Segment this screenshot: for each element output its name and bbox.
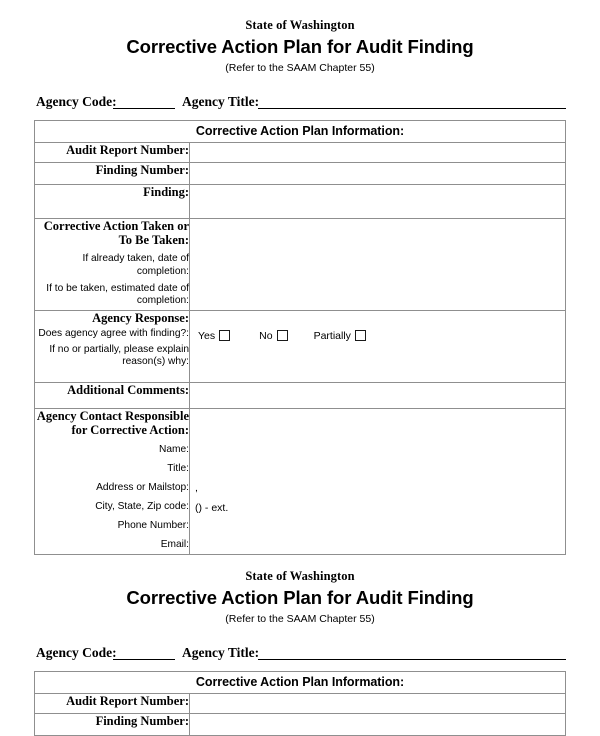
agency-agree-question-label: Does agency agree with finding?: (38, 328, 189, 340)
contact-name-input[interactable] (195, 425, 560, 444)
table-row (35, 693, 566, 713)
finding-label (35, 184, 190, 218)
page-break-spacer (0, 555, 600, 569)
checkbox-no[interactable] (277, 330, 288, 341)
table-row (35, 218, 566, 310)
label-text: Audit Report Number: (66, 142, 189, 157)
contact-city-state-zip-input[interactable]: , (195, 481, 198, 494)
agency-contact-label (35, 408, 190, 555)
additional-comments-label (35, 382, 190, 408)
agency-contact-values (190, 408, 566, 555)
corrective-action-input[interactable] (190, 218, 566, 310)
label-text: Finding Number: (95, 162, 189, 177)
table-row (35, 713, 566, 735)
label-text: Additional Comments: (67, 382, 189, 397)
agency-code-input[interactable] (113, 659, 175, 660)
agency-title-label: Agency Title: (182, 93, 260, 109)
corrective-action-label (35, 218, 190, 310)
contact-email-label: Email: (160, 539, 189, 551)
label-text: Agency Response: (92, 310, 189, 325)
option-label-partially: Partially (313, 329, 351, 342)
audit-report-number-input[interactable] (190, 142, 566, 162)
label-text: Finding: (143, 184, 189, 199)
state-line: State of Washington (245, 18, 355, 32)
explain-reason-label: If no or partially, please explain reason(s) why: (49, 343, 189, 368)
table-row (35, 382, 566, 408)
contact-email-input[interactable] (195, 522, 560, 541)
contact-phone-input[interactable]: () - ext. (195, 501, 229, 514)
agency-response-option-partially[interactable] (314, 330, 366, 342)
finding-number-label (35, 713, 190, 735)
checkbox-partially[interactable] (355, 330, 366, 341)
label-text: Agency Contact Responsible for Corrective Action: (36, 408, 189, 438)
corrective-action-estimated-date-label: If to be taken, estimated date of completion: (46, 282, 189, 307)
label-text: Audit Report Number: (66, 693, 189, 708)
table-row (35, 408, 566, 555)
agency-title-input[interactable] (258, 659, 566, 660)
table-header-cell: Corrective Action Plan Information: (35, 671, 566, 693)
agency-line (0, 90, 600, 114)
contact-city-state-zip-label: City, State, Zip code: (95, 501, 189, 513)
audit-report-number-input[interactable] (190, 693, 566, 713)
table-header-cell: Corrective Action Plan Information: (35, 120, 566, 142)
contact-name-label: Name: (158, 444, 189, 456)
document-header (0, 569, 600, 627)
agency-code-label: Agency Code: (36, 644, 117, 660)
document-subtitle: (Refer to the SAAM Chapter 55) (225, 61, 375, 74)
table-row (35, 142, 566, 162)
table-row (35, 184, 566, 218)
finding-number-label (35, 162, 190, 184)
audit-report-number-label (35, 142, 190, 162)
additional-comments-input[interactable] (190, 382, 566, 408)
agency-response-option-no[interactable] (259, 330, 287, 342)
option-label-no: No (259, 329, 273, 342)
finding-number-input[interactable] (190, 713, 566, 735)
corrective-action-date-taken-label: If already taken, date of completion: (82, 253, 189, 277)
corrective-action-plan-table (34, 671, 566, 736)
agency-response-option-yes[interactable] (198, 330, 230, 342)
agency-line (0, 641, 600, 665)
agency-code-input[interactable] (113, 108, 175, 109)
checkbox-yes[interactable] (219, 330, 230, 341)
audit-report-number-label (35, 693, 190, 713)
agency-title-label: Agency Title: (182, 644, 260, 660)
contact-title-input[interactable] (195, 444, 560, 463)
label-text: Finding Number: (95, 713, 189, 728)
form-page-2 (0, 569, 600, 728)
option-label-yes: Yes (198, 329, 216, 342)
contact-title-label: Title: (167, 463, 189, 475)
contact-address-label: Address or Mailstop: (96, 482, 189, 494)
document-header (0, 0, 600, 76)
agency-response-options (190, 310, 566, 382)
agency-code-label: Agency Code: (36, 93, 117, 109)
corrective-action-plan-table (34, 120, 566, 556)
table-row (35, 310, 566, 382)
agency-title-input[interactable] (258, 108, 566, 109)
page-title: Corrective Action Plan for Audit Finding (126, 587, 474, 609)
clipped-table-wrapper (0, 671, 600, 728)
agency-response-label (35, 310, 190, 382)
finding-input[interactable] (190, 184, 566, 218)
table-header-row (35, 120, 566, 142)
table-row (35, 162, 566, 184)
state-line: State of Washington (245, 569, 355, 584)
contact-phone-label: Phone Number: (117, 520, 189, 532)
page-title: Corrective Action Plan for Audit Finding (126, 36, 474, 57)
table-header-row (35, 671, 566, 693)
finding-number-input[interactable] (190, 162, 566, 184)
label-text: Corrective Action Taken or To Be Taken: (43, 218, 189, 248)
document-subtitle: (Refer to the SAAM Chapter 55) (225, 613, 375, 626)
contact-address-input[interactable] (195, 463, 560, 482)
